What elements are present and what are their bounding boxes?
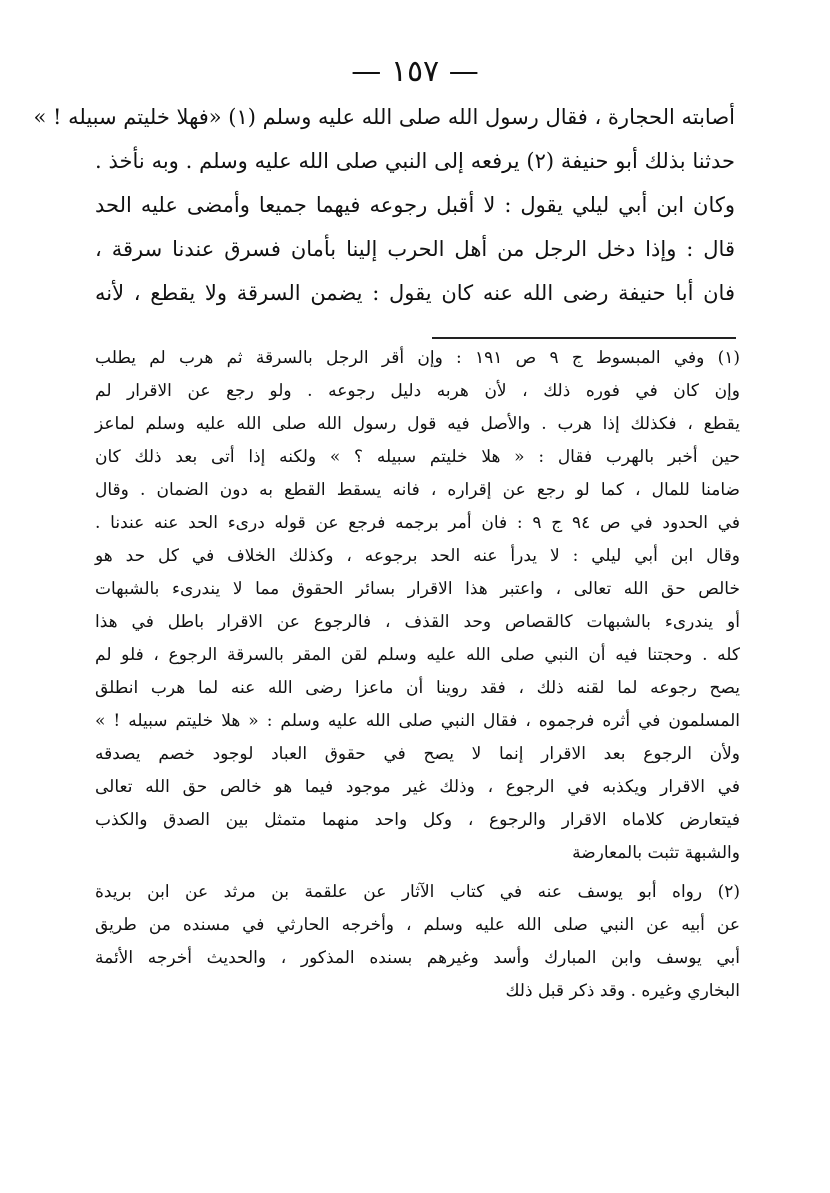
footnotes <box>95 342 740 1008</box>
footnote-1 <box>95 342 740 870</box>
body-line: حدثنا بذلك أبو حنيفة (٢) يرفعه إلى النبي صلى الله عليه وسلم . وبه نأخذ . <box>95 149 735 173</box>
footnote-line: في الاقرار ويكذبه في الرجوع ، وذلك غير موجود فيما هو خالص حق الله تعالى <box>95 777 740 797</box>
footnote-line: عن أبيه عن النبي صلى الله عليه وسلم ، وأخرجه الحارثي في مسنده من طريق <box>95 915 740 935</box>
footnote-line: ضامنا للمال ، كما لو رجع عن إقراره ، فانه يسقط القطع به دون الضمان . وقال <box>95 480 740 500</box>
footnote-line: كله . وحجتنا فيه أن النبي صلى الله عليه وسلم لقن المقر بالسرقة الرجوع ، فلو لم <box>95 645 740 665</box>
footnote-line: البخاري وغيره . وقد ذكر قبل ذلك <box>505 981 740 1001</box>
page-number: — ١٥٧ — <box>351 54 479 89</box>
footnote-line: المسلمون في أثره فرجموه ، فقال النبي صلى الله عليه وسلم : « هلا خليتم سبيله ! » <box>95 711 740 731</box>
footnote-line: والشبهة تثبت بالمعارضة <box>572 843 740 863</box>
body-line: أصابته الحجارة ، فقال رسول الله صلى الله عليه وسلم (١) «فهلا خليتم سبيله ! » <box>33 105 735 129</box>
body-line: قال : وإذا دخل الرجل من أهل الحرب إلينا بأمان فسرق عندنا سرقة ، <box>95 237 735 261</box>
footnote-line: وقال ابن أبي ليلي : لا يدرأ عنه الحد برجوعه ، وكذلك الخلاف في كل حد هو <box>95 546 740 566</box>
body-line: وكان ابن أبي ليلي يقول : لا أقبل رجوعه فيهما جميعا وأمضى عليه الحد <box>95 193 735 217</box>
footnote-line: فيتعارض كلاماه الاقرار والرجوع ، وكل واحد منهما متمثل بين الصدق والكذب <box>95 810 740 830</box>
main-text <box>33 95 735 315</box>
footnote-line: أو يندرىء بالشبهات كالقصاص وحد القذف ، فالرجوع عن الاقرار باطل في هذا <box>95 612 740 632</box>
footnote-line: في الحدود في ص ٩٤ ج ٩ : فان أمر برجمه فرجع عن قوله درىء الحد عنه عندنا . <box>95 513 741 533</box>
footnote-divider <box>432 337 736 339</box>
footnote-line: يقطع ، فكذلك إذا هرب . والأصل فيه قول رسول الله صلى الله عليه وسلم لماعز <box>95 414 740 434</box>
footnote-line: وإن كان في فوره ذلك ، لأن هربه دليل رجوعه . ولو رجع عن الاقرار لم <box>95 381 740 401</box>
footnote-line: ولأن الرجوع بعد الاقرار إنما لا يصح في حقوق العباد لوجود خصم يصدقه <box>95 744 740 764</box>
footnote-line: حين أخبر بالهرب فقال : « هلا خليتم سبيله ؟ » ولكنه إذا أتى بعد ذلك كان <box>95 447 740 467</box>
footnote-line: يصح رجوعه لما لقنه ذلك ، فقد روينا أن ماعزا رضى الله عنه لما هرب انطلق <box>95 678 740 698</box>
footnote-2 <box>95 876 740 1008</box>
footnote-line: خالص حق الله تعالى ، واعتبر هذا الاقرار بسائر الحقوق مما لا يندرىء بالشبهات <box>95 579 740 599</box>
footnote-line: (٢) رواه أبو يوسف عنه في كتاب الآثار عن علقمة بن مرثد عن ابن بريدة <box>95 882 740 902</box>
body-line: فان أبا حنيفة رضى الله عنه كان يقول : يضمن السرقة ولا يقطع ، لأنه <box>95 281 735 305</box>
footnote-line: أبي يوسف وابن المبارك وأسد وغيرهم بسنده المذكور ، والحديث أخرجه الأئمة <box>95 948 740 968</box>
footnote-line: (١) وفي المبسوط ج ٩ ص ١٩١ : وإن أقر الرجل بالسرقة ثم هرب لم يطلب <box>95 348 740 368</box>
